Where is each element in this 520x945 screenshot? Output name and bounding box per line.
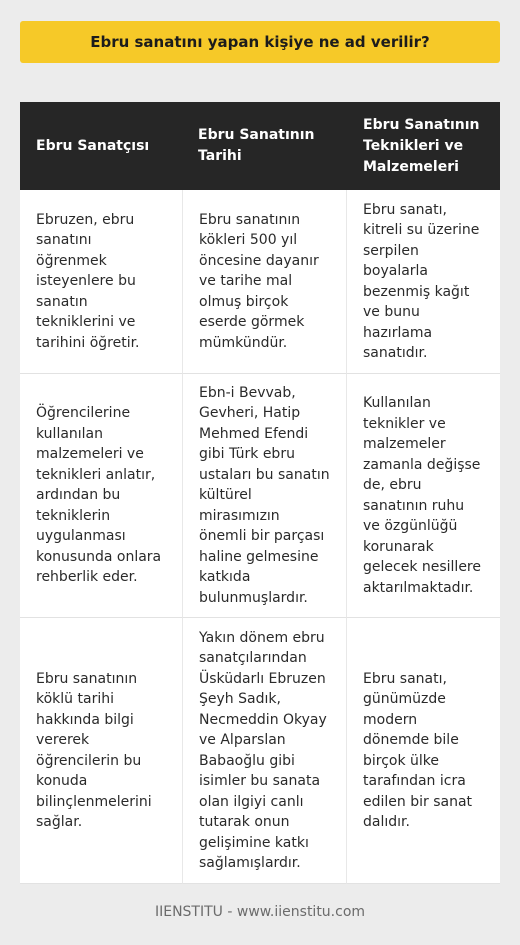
comparison-table <box>20 102 500 884</box>
table-cell: Ebru sanatı, kitreli su üzerine serpilen boyalarla bezenmiş kağıt ve bunu hazırlama sanatıdır. <box>347 190 500 374</box>
column-header-artist: Ebru Sanatçısı <box>20 102 182 190</box>
table-cell: Ebru sanatının kökleri 500 yıl öncesine dayanır ve tarihe mal olmuş birçok eserde görmek mümkündür. <box>182 190 347 374</box>
table-cell: Yakın dönem ebru sanatçılarından Üsküdarlı Ebruzen Şeyh Sadık, Necmeddin Okyay ve Alparslan Babaoğlu gibi isimler bu sanata olan ilgiyi canlı tutarak onun gelişimine katkı sağlamışlardır. <box>182 618 347 884</box>
page-title: Ebru sanatını yapan kişiye ne ad verilir? <box>90 33 430 51</box>
table-cell: Öğrencilerine kullanılan malzemeleri ve teknikleri anlatır, ardından bu tekniklerin uygulanması konusunda onlara rehberlik eder. <box>20 374 182 618</box>
table-cell: Kullanılan teknikler ve malzemeler zamanla değişse de, ebru sanatının ruhu ve özgünlüğü korunarak gelecek nesillere aktarılmaktadır. <box>347 374 500 618</box>
table-cell: Ebru sanatı, günümüzde modern dönemde bile birçok ülke tarafından icra edilen bir sanat dalıdır. <box>347 618 500 884</box>
column-header-techniques: Ebru Sanatının Teknikleri ve Malzemeleri <box>347 102 500 190</box>
column-header-history: Ebru Sanatının Tarihi <box>182 102 347 190</box>
table-cell: Ebruzen, ebru sanatını öğrenmek isteyenlere bu sanatın tekniklerini ve tarihini öğretir. <box>20 190 182 374</box>
question-banner <box>20 21 500 63</box>
footer-credit: IIENSTITU - www.iienstitu.com <box>154 904 366 920</box>
table-cell: Ebn-i Bevvab, Gevheri, Hatip Mehmed Efendi gibi Türk ebru ustaları bu sanatın kültürel mirasımızın önemli bir parçası haline gelmesine katkıda bulunmuşlardır. <box>182 374 347 618</box>
table-cell: Ebru sanatının köklü tarihi hakkında bilgi vererek öğrencilerin bu konuda bilinçlenmelerini sağlar. <box>20 618 182 884</box>
